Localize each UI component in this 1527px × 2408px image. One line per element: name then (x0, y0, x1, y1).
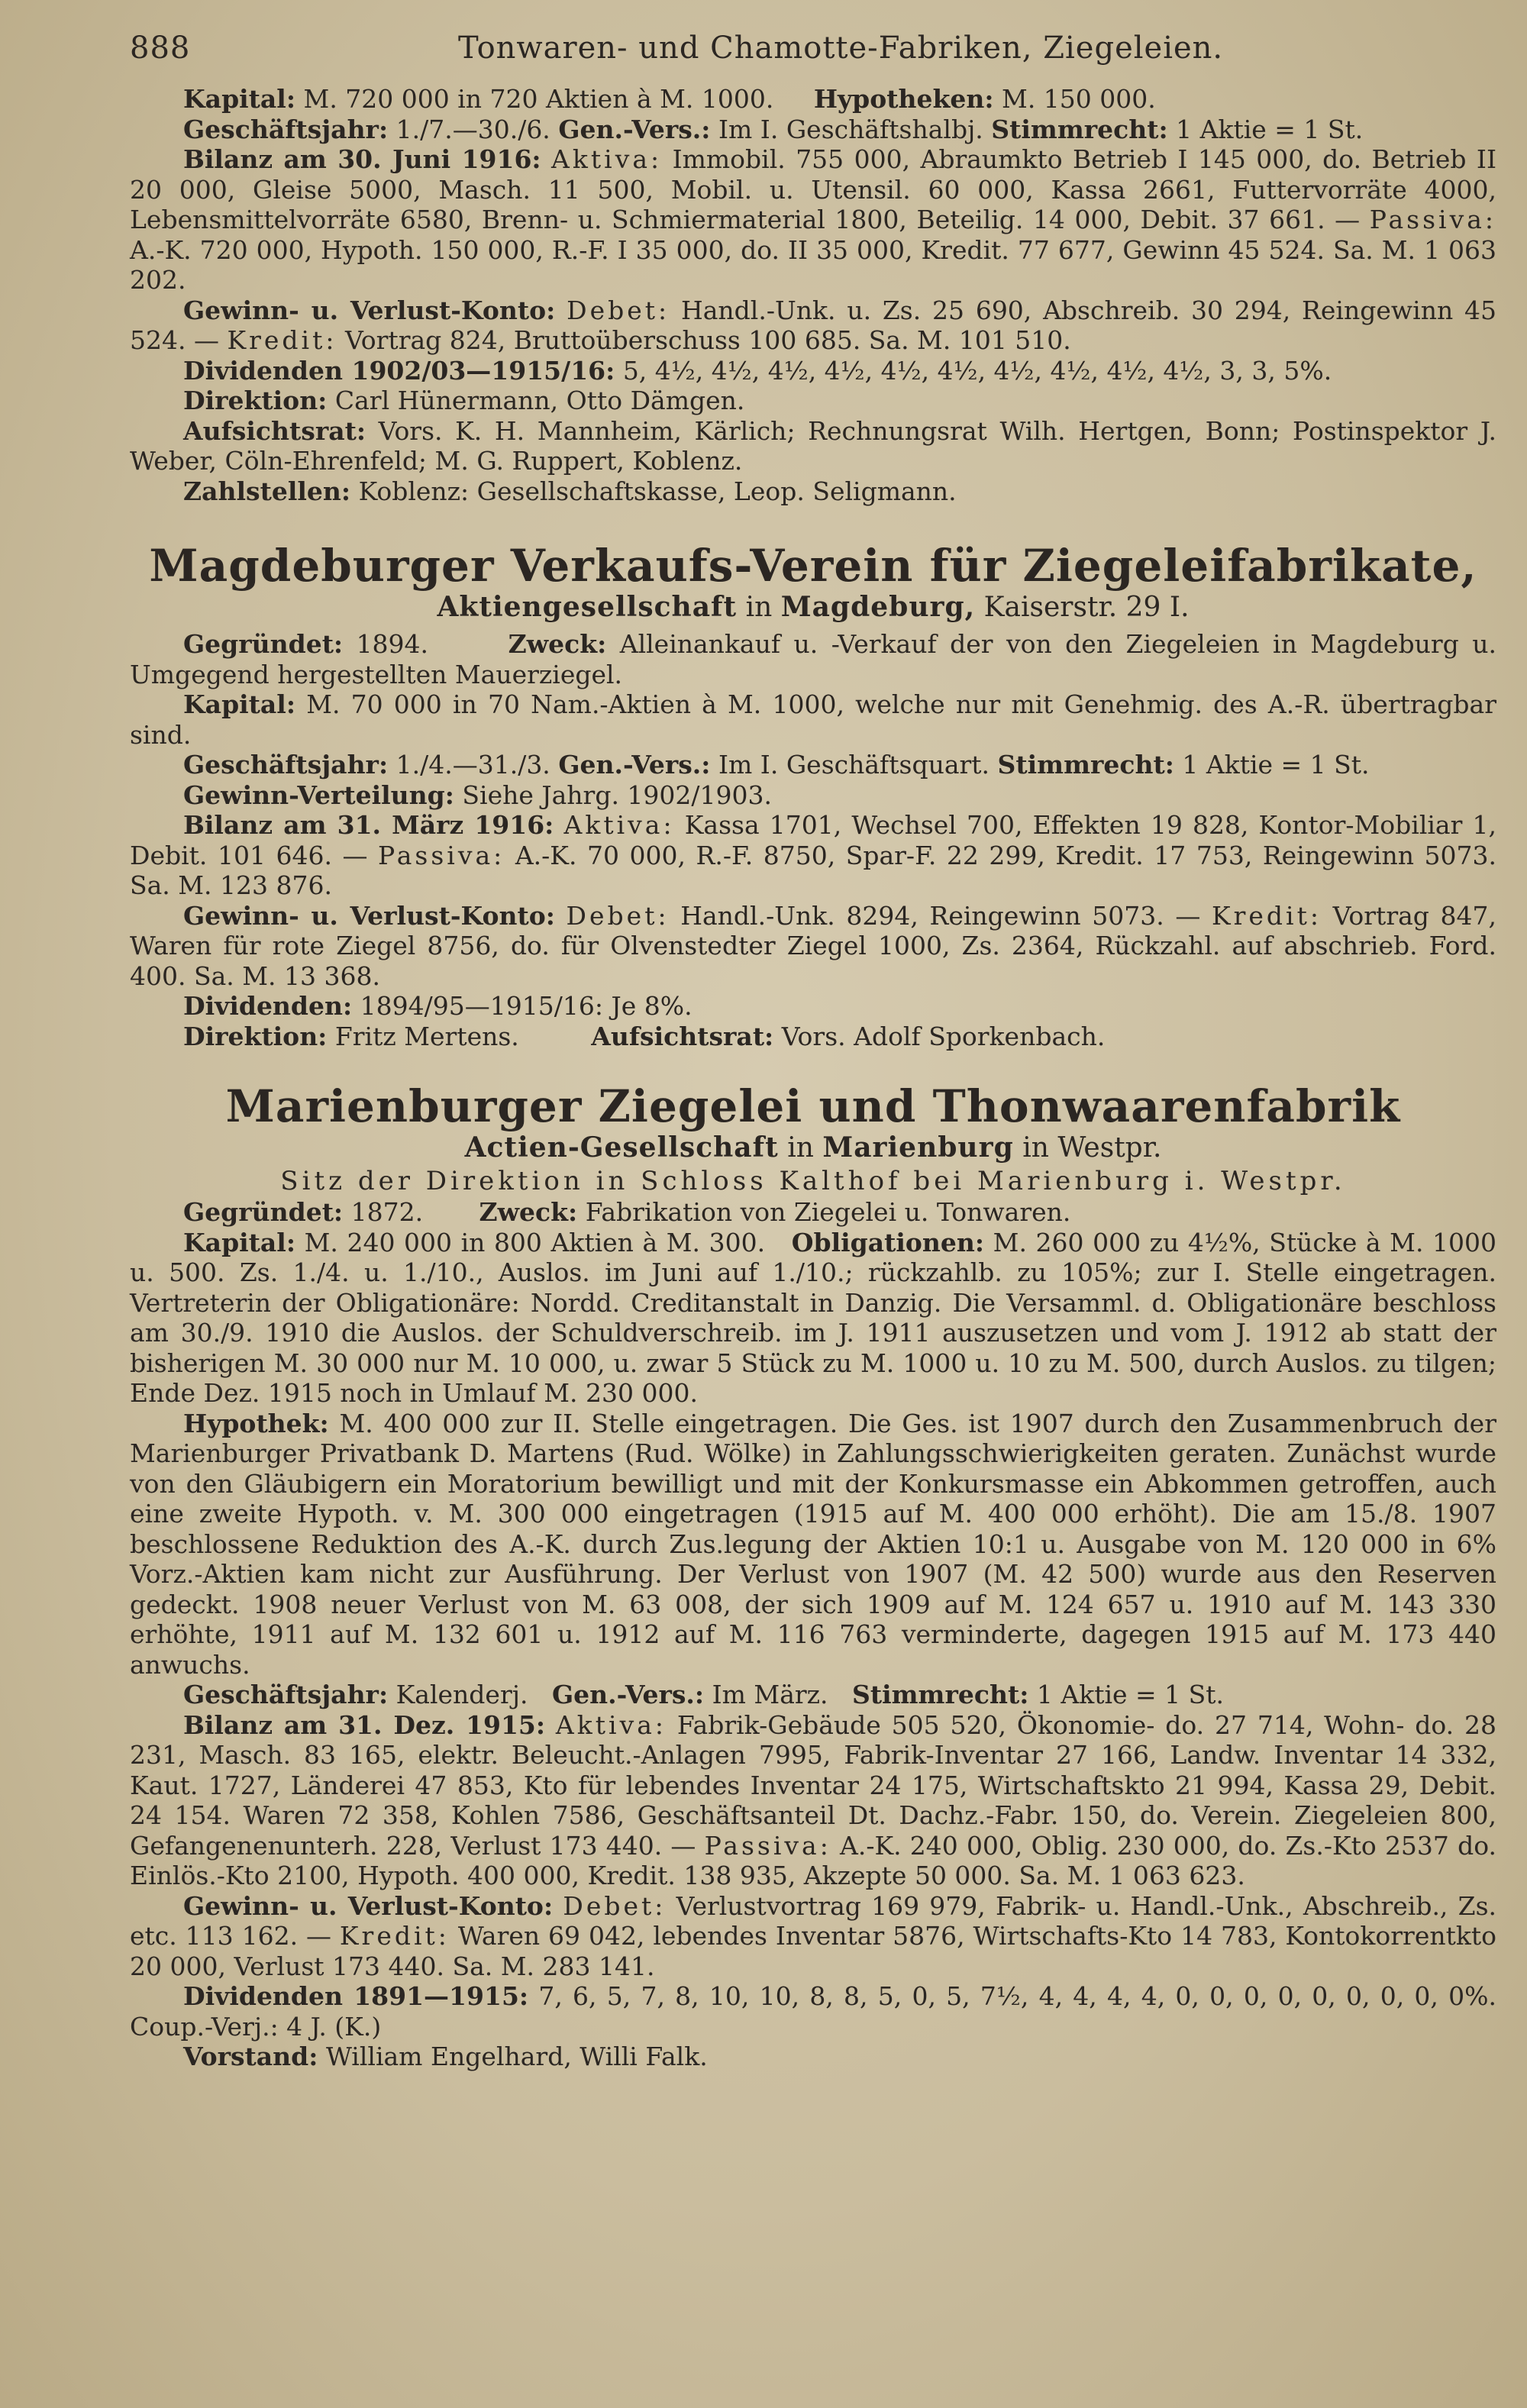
kapital-paragraph: Kapital: M. 70 000 in 70 Nam.-Aktien à M. 1000, welche nur mit Genehmig. des A.-R. übertragbar sind. (130, 689, 1496, 750)
entry-magdeburger (130, 541, 1496, 1051)
dividenden-paragraph: Dividenden 1902/03—1915/16: 5, 4½, 4½, 4½, 4½, 4½, 4½, 4½, 4½, 4½, 4½, 3, 3, 5%. (183, 355, 1332, 386)
entry-continued (130, 84, 1496, 506)
page-number: 888 (130, 31, 191, 66)
company-title: Marienburger Ziegelei und Thonwaarenfabrik (225, 1080, 1401, 1132)
gewinn-verteilung-paragraph: Gewinn-Verteilung: Siehe Jahrg. 1902/1903. (183, 780, 772, 810)
company-title: Magdeburger Verkaufs-Verein für Ziegeleifabrikate, (149, 540, 1477, 592)
bilanz-paragraph: Bilanz am 31. März 1916: Aktiva: Kassa 1701, Wechsel 700, Effekten 19 828, Kontor-Mobiliar 1, Debit. 101 646. — Passiva: A.-K. 70 000, R.-F. 8750, Spar-F. 22 299, Kredit. 17 753, Reingewinn 5073. Sa. M. 123 876. (130, 810, 1496, 900)
kapital-paragraph: Kapital: M. 240 000 in 800 Aktien à M. 300. Obligationen: M. 260 000 zu 4½%, Stücke à M. 1000 u. 500. Zs. 1./4. u. 1./10., Auslos. im Juni auf 1./10.; rückzahlb. zu 105%; zur I. Stelle eingetragen. Vertreterin der Obligationäre: Nordd. Creditanstalt in Danzig. Die Versamml. d. Obligationäre beschloss am 30./9. 1910 die Auslos. der Schuldverschreib. im J. 1911 auszusetzen und vom J. 1912 ab statt der bisherigen M. 30 000 nur M. 10 000, u. zwar 5 Stück zu M. 1000 u. 10 zu M. 500, durch Auslos. zu tilgen; Ende Dez. 1915 noch in Umlauf M. 230 000. (130, 1227, 1496, 1408)
document-page (130, 31, 1496, 2072)
kapital-paragraph: Kapital: M. 720 000 in 720 Aktien à M. 1000. Hypotheken: M. 150 000. (183, 84, 1156, 114)
bilanz-paragraph: Bilanz am 31. Dez. 1915: Aktiva: Fabrik-Gebäude 505 520, Ökonomie- do. 27 714, Wohn- do. 28 231, Masch. 83 165, elektr. Beleucht.-Anlagen 7995, Fabrik-Inventar 27 166, Landw. Inventar 14 332, Kaut. 1727, Länderei 47 853, Kto für lebendes Inventar 24 175, Wirtschaftskto 21 994, Kassa 29, Debit. 24 154. Waren 72 358, Kohlen 7586, Geschäftsanteil Dt. Dachz.-Fabr. 150, do. Verein. Ziegeleien 800, Gefangenenunterh. 228, Verlust 173 440. — Passiva: A.-K. 240 000, Oblig. 230 000, do. Zs.-Kto 2537 do. Einlös.-Kto 2100, Hypoth. 400 000, Kredit. 138 935, Akzepte 50 000. Sa. M. 1 063 623. (130, 1709, 1496, 1890)
sitz-line: Sitz der Direktion in Schloss Kalthof bei Marienburg i. Westpr. (280, 1166, 1346, 1196)
running-header (130, 31, 1496, 84)
direktion-paragraph: Direktion: Fritz Mertens. Aufsichtsrat: Vors. Adolf Sporkenbach. (183, 1021, 1106, 1051)
guv-paragraph: Gewinn- u. Verlust-Konto: Debet: Handl.-Unk. u. Zs. 25 690, Abschreib. 30 294, Reingewinn 45 524. — Kredit: Vortrag 824, Bruttoüberschuss 100 685. Sa. M. 101 510. (130, 295, 1496, 355)
geschaeftsjahr-paragraph: Geschäftsjahr: 1./7.—30./6. Gen.-Vers.: Im I. Geschäftshalbj. Stimmrecht: 1 Aktie = 1 St. (183, 114, 1364, 144)
entry-marienburger (130, 1082, 1496, 2072)
company-subtitle: Actien-Gesellschaft in Marienburg in Westpr. (464, 1131, 1162, 1164)
guv-paragraph: Gewinn- u. Verlust-Konto: Debet: Handl.-Unk. 8294, Reingewinn 5073. — Kredit: Vortrag 847, Waren für rote Ziegel 8756, do. für Olvenstedter Ziegel 1000, Zs. 2364, Rückzahl. auf abschrieb. Ford. 400. Sa. M. 13 368. (130, 900, 1496, 991)
direktion-paragraph: Direktion: Carl Hünermann, Otto Dämgen. (183, 386, 745, 415)
dividenden-paragraph: Dividenden 1891—1915: 7, 6, 5, 7, 8, 10, 10, 8, 8, 5, 0, 5, 7½, 4, 4, 4, 4, 0, 0, 0, 0, 0, 0, 0, 0, 0%. Coup.-Verj.: 4 J. (K.) (130, 1981, 1496, 2042)
guv-paragraph: Gewinn- u. Verlust-Konto: Debet: Verlustvortrag 169 979, Fabrik- u. Handl.-Unk., Abschreib., Zs. etc. 113 162. — Kredit: Waren 69 042, lebendes Inventar 5876, Wirtschafts-Kto 14 783, Kontokorrentkto 20 000, Verlust 173 440. Sa. M. 283 141. (130, 1890, 1496, 1981)
zahlstellen-paragraph: Zahlstellen: Koblenz: Gesellschaftskasse, Leop. Seligmann. (183, 476, 957, 506)
dividenden-paragraph: Dividenden: 1894/95—1915/16: Je 8%. (183, 991, 692, 1021)
geschaeftsjahr-paragraph: Geschäftsjahr: 1./4.—31./3. Gen.-Vers.: Im I. Geschäftsquart. Stimmrecht: 1 Aktie = 1 St. (183, 750, 1370, 780)
geschaeftsjahr-paragraph: Geschäftsjahr: Kalenderj. Gen.-Vers.: Im März. Stimmrecht: 1 Aktie = 1 St. (183, 1680, 1225, 1709)
company-subtitle: Aktiengesellschaft in Magdeburg, Kaiserstr. 29 I. (437, 591, 1190, 623)
bilanz-paragraph: Bilanz am 30. Juni 1916: Aktiva: Immobil. 755 000, Abraumkto Betrieb I 145 000, do. Betrieb II 20 000, Gleise 5000, Masch. 11 500, Mobil. u. Utensil. 60 000, Kassa 2661, Futtervorräte 4000, Lebensmittelvorräte 6580, Brenn- u. Schmiermaterial 1800, Beteilig. 14 000, Debit. 37 661. — Passiva: A.-K. 720 000, Hypoth. 150 000, R.-F. I 35 000, do. II 35 000, Kredit. 77 677, Gewinn 45 524. Sa. M. 1 063 202. (130, 144, 1497, 295)
hypothek-paragraph: Hypothek: M. 400 000 zur II. Stelle eingetragen. Die Ges. ist 1907 durch den Zusammenbruch der Marienburger Privatbank D. Martens (Rud. Wölke) in Zahlungsschwierigkeiten geraten. Zunächst wurde von den Gläubigern ein Moratorium bewilligt und mit der Konkursmasse ein Abkommen getroffen, auch eine zweite Hypoth. v. M. 300 000 eingetragen (1915 auf M. 400 000 erhöht). Die am 15./8. 1907 beschlossene Reduktion des A.-K. durch Zus.legung der Aktien 10:1 u. Ausgabe von M. 120 000 in 6% Vorz.-Aktien kam nicht zur Ausführung. Der Verlust von 1907 (M. 42 500) wurde aus den Reserven gedeckt. 1908 neuer Verlust von M. 63 008, der sich 1909 auf M. 124 657 u. 1910 auf M. 143 330 erhöhte, 1911 auf M. 132 601 u. 1912 auf M. 116 763 verminderte, dagegen 1915 auf M. 173 440 anwuchs. (130, 1408, 1496, 1680)
running-title: Tonwaren- und Chamotte-Fabriken, Ziegeleien. (458, 31, 1224, 66)
gegruendet-paragraph: Gegründet: 1894. Zweck: Alleinankauf u. -Verkauf der von den Ziegeleien in Magdeburg u. Umgegend hergestellten Mauerziegel. (130, 629, 1496, 689)
vorstand-paragraph: Vorstand: William Engelhard, Willi Falk. (183, 2042, 708, 2071)
gegruendet-paragraph: Gegründet: 1872. Zweck: Fabrikation von Ziegelei u. Tonwaren. (183, 1197, 1071, 1227)
aufsichtsrat-paragraph: Aufsichtsrat: Vors. K. H. Mannheim, Kärlich; Rechnungsrat Wilh. Hertgen, Bonn; Postinspektor J. Weber, Cöln-Ehrenfeld; M. G. Ruppert, Koblenz. (130, 415, 1496, 476)
